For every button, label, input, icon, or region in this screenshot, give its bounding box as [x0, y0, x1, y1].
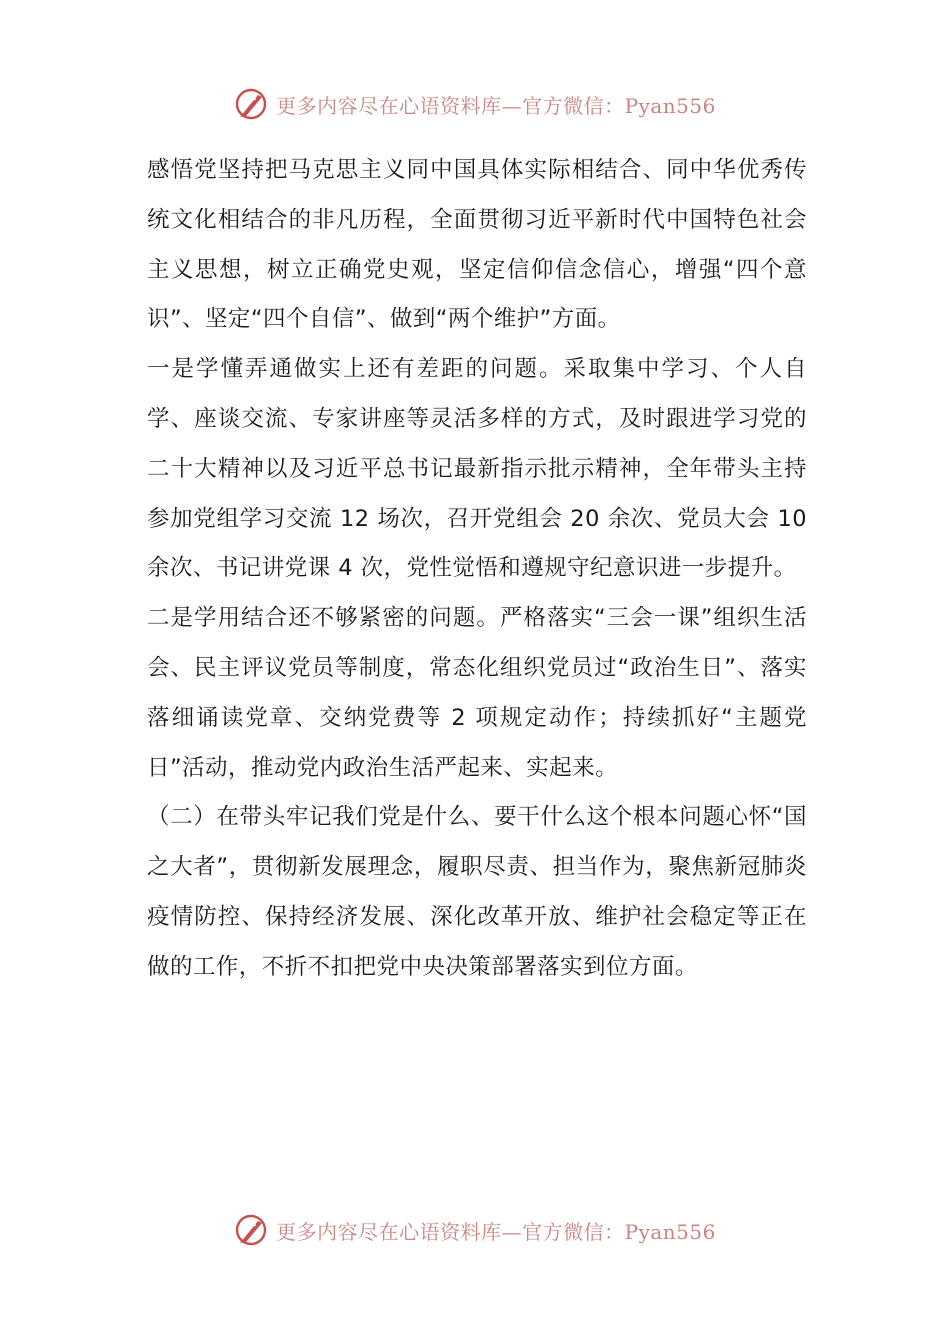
document-body — [147, 146, 807, 993]
header-banner-text: 更多内容尽在心语资料库—官方微信：Pyan556 — [276, 93, 716, 118]
paragraph: 一是学懂弄通做实上还有差距的问题。采取集中学习、个人自学、座谈交流、专家讲座等灵活多样的方式，及时跟进学习党的二十大精神以及习近平总书记最新指示批示精神，全年带头主持参加党组学习交流 12 场次，召开党组会 20 余次、党员大会 10 余次、书记讲党课 4 次，党性觉悟和遵规守纪意识进一步提升。 — [147, 356, 807, 582]
quill-seal-icon — [234, 87, 268, 121]
quill-seal-icon — [234, 1213, 268, 1247]
footer-banner-text: 更多内容尽在心语资料库—官方微信：Pyan556 — [276, 1219, 716, 1244]
footer-banner — [0, 1210, 950, 1250]
paragraph: 感悟党坚持把马克思主义同中国具体实际相结合、同中华优秀传统文化相结合的非凡历程，全面贯彻习近平新时代中国特色社会主义思想，树立正确党史观，坚定信仰信念信心，增强“四个意识”、坚定“四个自信”、做到“两个维护”方面。 — [147, 157, 807, 333]
header-banner — [0, 84, 950, 124]
paragraph: （二）在带头牢记我们党是什么、要干什么这个根本问题心怀“国之大者”，贯彻新发展理念，履职尽责、担当作为，聚焦新冠肺炎疫情防控、保持经济发展、深化改革开放、维护社会稳定等正在做的工作，不折不扣把党中央决策部署落实到位方面。 — [147, 804, 807, 980]
paragraph: 二是学用结合还不够紧密的问题。严格落实“三会一课”组织生活会、民主评议党员等制度，常态化组织党员过“政治生日”、落实落细诵读党章、交纳党费等 2 项规定动作；持续抓好“主题党日”活动，推动党内政治生活严起来、实起来。 — [147, 605, 807, 781]
